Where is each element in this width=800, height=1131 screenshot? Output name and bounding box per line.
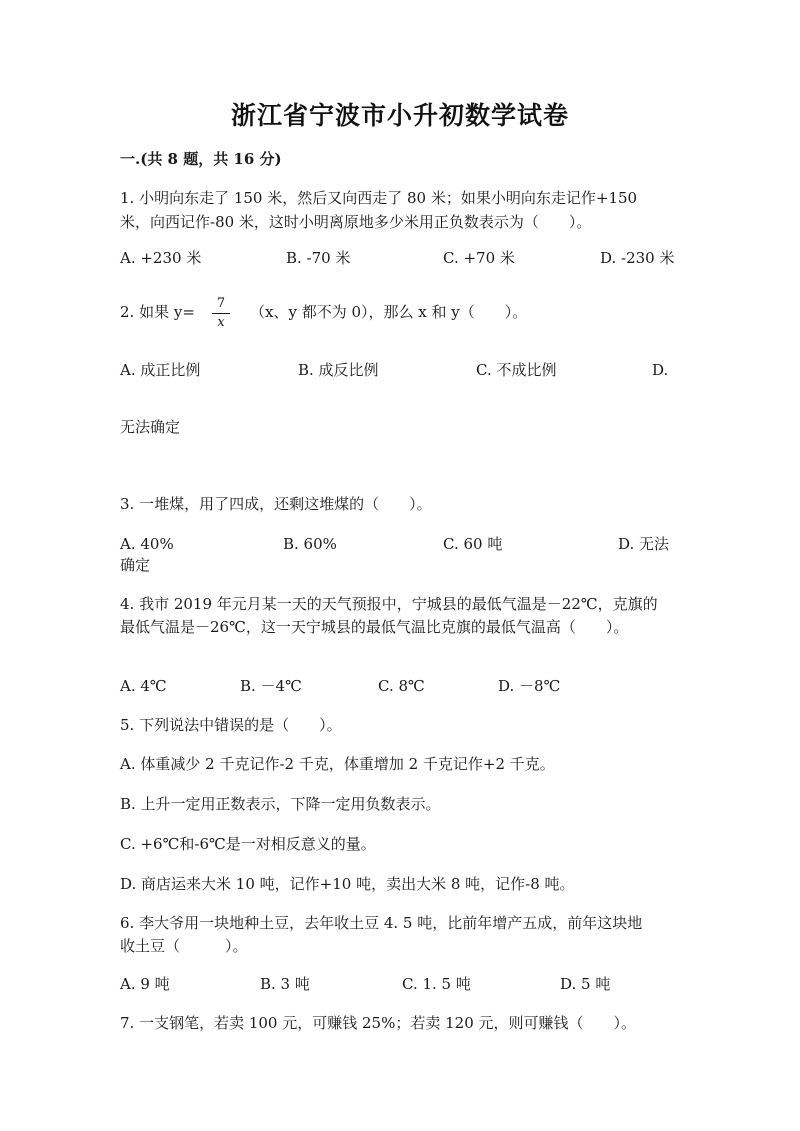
question-1-line-1: 1. 小明向东走了 150 米，然后又向西走了 80 米；如果小明向东走记作+150 xyxy=(120,189,638,207)
question-1-option-a: A. +230 米 xyxy=(120,249,202,267)
question-3-option-a: A. 40% xyxy=(120,535,174,553)
question-6-line-2: 收土豆（ ）。 xyxy=(120,937,248,955)
question-6-option-b: B. 3 吨 xyxy=(260,975,310,993)
question-4-option-d: D. －8℃ xyxy=(498,677,561,695)
question-2-prefix: 2. 如果 y= xyxy=(120,303,195,321)
question-2-suffix: （x、y 都不为 0），那么 x 和 y（ ）。 xyxy=(250,303,528,321)
question-4-option-c: C. 8℃ xyxy=(378,677,425,695)
question-3-option-d: D. 无法 xyxy=(618,535,670,553)
section-heading: 一.(共 8 题，共 16 分) xyxy=(120,150,282,168)
question-6-line-1: 6. 李大爷用一块地种土豆，去年收土豆 4. 5 吨，比前年增产五成，前年这块地 xyxy=(120,914,643,932)
question-2-option-a: A. 成正比例 xyxy=(120,361,201,379)
fraction-numerator: 7 xyxy=(216,296,226,311)
question-2-option-d-text: 无法确定 xyxy=(120,418,181,436)
fraction-bar xyxy=(212,313,230,314)
question-3-option-c: C. 60 吨 xyxy=(443,535,503,553)
question-3-option-b: B. 60% xyxy=(283,535,337,553)
question-5-option-a: A. 体重减少 2 千克记作-2 千克，体重增加 2 千克记作+2 千克。 xyxy=(120,755,555,773)
question-4-line-2: 最低气温是－26℃，这一天宁城县的最低气温比克旗的最低气温高（ ）。 xyxy=(120,618,629,636)
question-4-option-b: B. －4℃ xyxy=(240,677,302,695)
question-3-option-d-text: 确定 xyxy=(120,556,151,574)
question-4-option-a: A. 4℃ xyxy=(120,677,167,695)
question-2-fraction xyxy=(212,296,230,331)
question-7-line-1: 7. 一支钢笔，若卖 100 元，可赚钱 25%；若卖 120 元，则可赚钱（ ）。 xyxy=(120,1014,637,1032)
question-4-line-1: 4. 我市 2019 年元月某一天的天气预报中，宁城县的最低气温是－22℃，克旗的 xyxy=(120,595,658,613)
question-2-option-b: B. 成反比例 xyxy=(298,361,379,379)
question-6-option-c: C. 1. 5 吨 xyxy=(402,975,471,993)
question-5-line-1: 5. 下列说法中错误的是（ ）。 xyxy=(120,716,342,734)
question-6-option-d: D. 5 吨 xyxy=(560,975,611,993)
question-5-option-d: D. 商店运来大米 10 吨，记作+10 吨，卖出大米 8 吨，记作-8 吨。 xyxy=(120,875,575,893)
question-2-option-d: D. xyxy=(652,361,669,379)
question-5-option-c: C. +6℃和-6℃是一对相反意义的量。 xyxy=(120,835,376,853)
question-1-option-d: D. -230 米 xyxy=(600,249,675,267)
question-6-option-a: A. 9 吨 xyxy=(120,975,170,993)
question-2-option-c: C. 不成比例 xyxy=(476,361,557,379)
question-1-option-b: B. -70 米 xyxy=(286,249,351,267)
question-3-line-1: 3. 一堆煤，用了四成，还剩这堆煤的（ ）。 xyxy=(120,495,432,513)
fraction-denominator: x xyxy=(217,315,225,330)
question-1-option-c: C. +70 米 xyxy=(443,249,515,267)
exam-title: 浙江省宁波市小升初数学试卷 xyxy=(230,101,569,130)
question-5-option-b: B. 上升一定用正数表示，下降一定用负数表示。 xyxy=(120,795,441,813)
question-1-line-2: 米，向西记作-80 米，这时小明离原地多少米用正负数表示为（ ）。 xyxy=(120,213,592,231)
